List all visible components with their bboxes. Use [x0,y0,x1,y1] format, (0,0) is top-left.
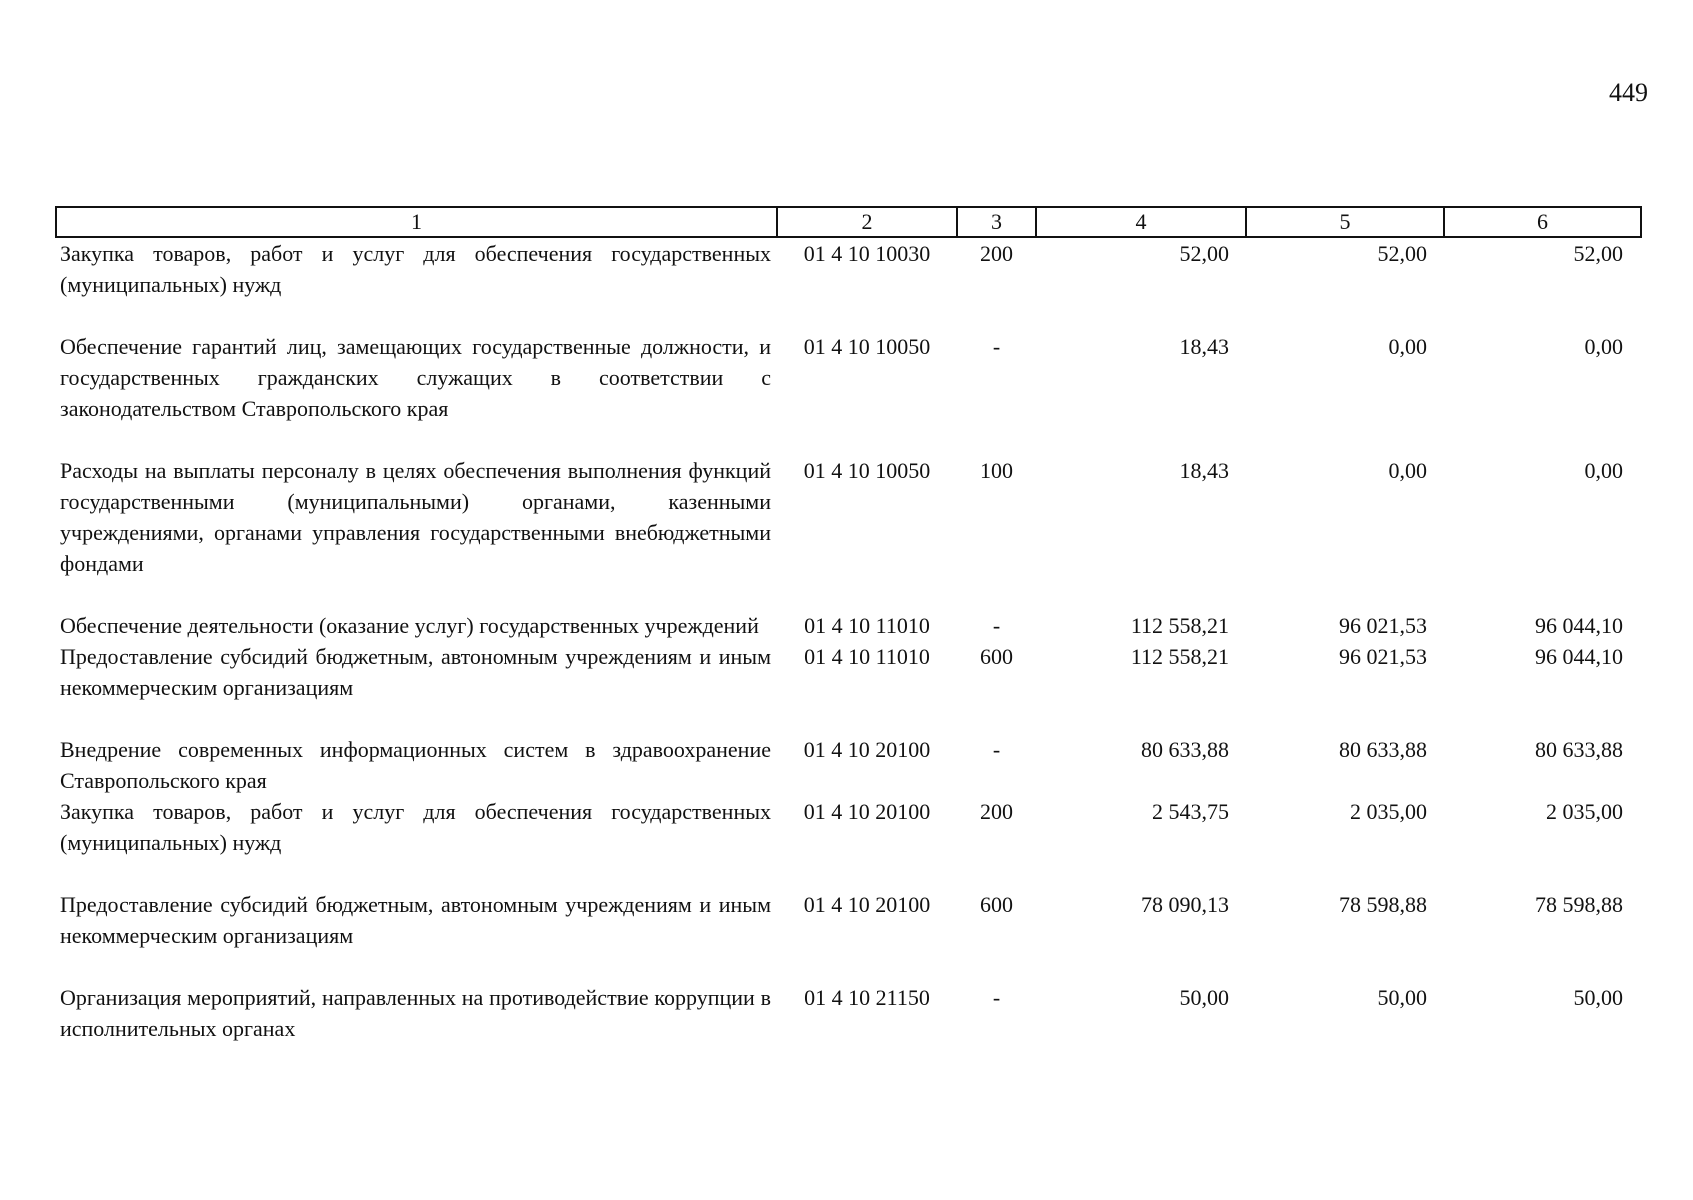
row-value-6: 0,00 [1584,458,1623,483]
row-type: 600 [980,892,1013,917]
budget-table [55,206,1642,1044]
header-col-1: 1 [56,207,777,237]
row-value-4: 2 543,75 [1152,799,1229,824]
table-row [56,982,1641,1044]
row-value-5: 96 021,53 [1339,644,1427,669]
row-value-4: 80 633,88 [1141,737,1229,762]
row-description: Организация мероприятий, направленных на противодействие коррупции в исполнительных органах [60,985,771,1041]
row-type: 200 [980,241,1013,266]
row-value-6: 2 035,00 [1546,799,1623,824]
row-value-5: 50,00 [1377,985,1427,1010]
table-row [56,641,1641,734]
row-code: 01 4 10 20100 [803,799,931,824]
table-row [56,331,1641,455]
row-code: 01 4 10 10050 [803,334,931,359]
row-value-4: 18,43 [1179,334,1229,359]
row-description: Обеспечение деятельности (оказание услуг) государственных учреждений [60,613,759,638]
table-header-row [56,207,1641,237]
row-value-6: 96 044,10 [1535,644,1623,669]
table-row [56,237,1641,331]
row-type: 100 [980,458,1013,483]
row-value-5: 2 035,00 [1350,799,1427,824]
row-value-5: 96 021,53 [1339,613,1427,638]
page-number: 449 [1609,78,1648,107]
row-value-4: 52,00 [1179,241,1229,266]
table-row [56,796,1641,889]
row-type: 600 [980,644,1013,669]
row-type: - [992,737,1001,762]
row-value-6: 80 633,88 [1535,737,1623,762]
header-col-5: 5 [1246,207,1444,237]
row-value-6: 50,00 [1573,985,1623,1010]
row-value-5: 78 598,88 [1339,892,1427,917]
row-value-6: 0,00 [1584,334,1623,359]
row-value-6: 96 044,10 [1535,613,1623,638]
row-value-4: 112 558,21 [1130,613,1229,638]
row-code: 01 4 10 20100 [803,892,931,917]
row-code: 01 4 10 11010 [804,613,930,638]
row-value-4: 112 558,21 [1130,644,1229,669]
row-code: 01 4 10 11010 [804,644,930,669]
row-type: - [992,334,1001,359]
row-type: - [992,985,1001,1010]
row-value-4: 50,00 [1179,985,1229,1010]
row-description: Предоставление субсидий бюджетным, автономным учреждениям и иным некоммерческим организациям [60,892,771,948]
row-value-5: 52,00 [1377,241,1427,266]
header-col-6: 6 [1444,207,1641,237]
row-value-4: 78 090,13 [1141,892,1229,917]
row-code: 01 4 10 10050 [803,458,931,483]
header-col-2: 2 [777,207,957,237]
header-col-4: 4 [1036,207,1246,237]
table-row [56,734,1641,796]
table-row [56,610,1641,641]
row-value-5: 0,00 [1388,334,1427,359]
header-col-3: 3 [957,207,1036,237]
row-code: 01 4 10 20100 [803,737,931,762]
row-value-4: 18,43 [1179,458,1229,483]
table-row [56,455,1641,610]
row-value-6: 52,00 [1573,241,1623,266]
row-code: 01 4 10 10030 [803,241,931,266]
row-type: - [992,613,1001,638]
table-row [56,889,1641,982]
row-description: Обеспечение гарантий лиц, замещающих государственные должности, и государственных гражданских служащих в соответствии с законодательством Ставропольского края [60,334,771,421]
row-value-5: 0,00 [1388,458,1427,483]
row-description: Предоставление субсидий бюджетным, автономным учреждениям и иным некоммерческим организациям [60,644,771,700]
row-value-6: 78 598,88 [1535,892,1623,917]
row-description: Внедрение современных информационных систем в здравоохранение Ставропольского края [60,737,771,793]
row-value-5: 80 633,88 [1339,737,1427,762]
row-code: 01 4 10 21150 [804,985,930,1010]
row-type: 200 [980,799,1013,824]
row-description: Закупка товаров, работ и услуг для обеспечения государственных (муниципальных) нужд [60,241,771,297]
row-description: Расходы на выплаты персоналу в целях обеспечения выполнения функций государственными (муниципальными) органами, казенными учреждениями, органами управления государственными внебюджетными фондами [60,458,771,576]
row-description: Закупка товаров, работ и услуг для обеспечения государственных (муниципальных) нужд [60,799,771,855]
